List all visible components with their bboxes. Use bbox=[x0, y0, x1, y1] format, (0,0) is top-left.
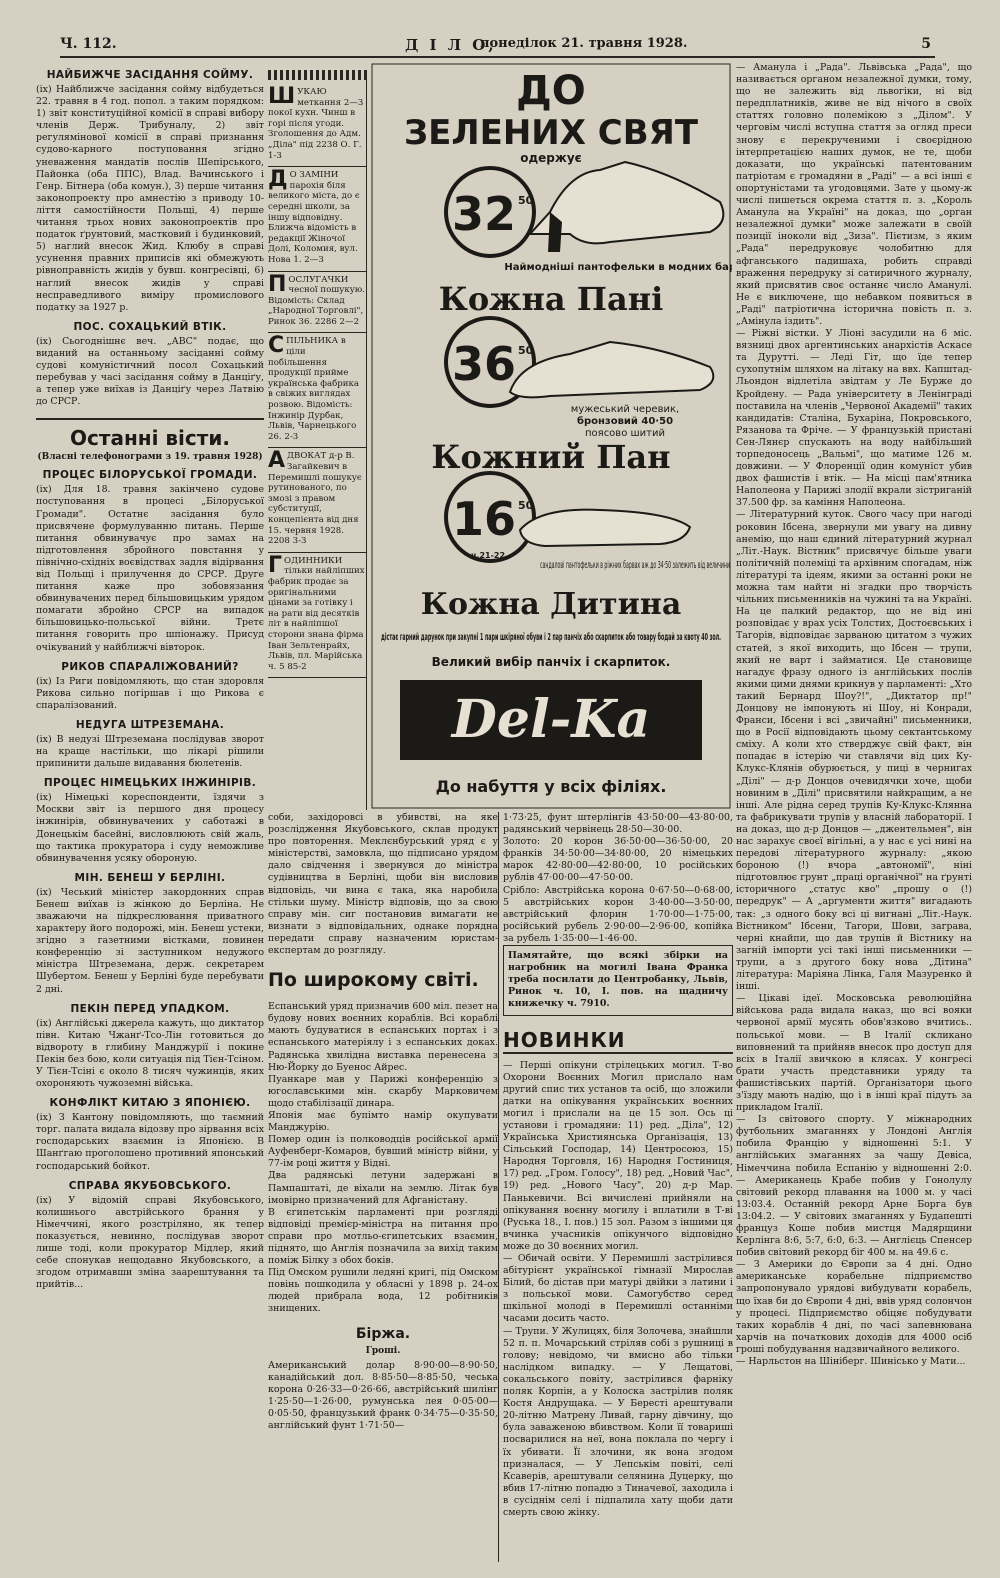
paragraph: (іх) Найближче засідання сойму відбудеться 22. травня в 4 год. попол. з таким порядком: 1) звіт конституційної комісії в справі вибору членів Держ. Трибуналу, 2) звіт регулямінової комісії в справі признання судово-карного поступовання згідно уневаження мандатів послів Шепірського, Пайонка (оба ППС), Влад. Вачинського і Генр. Бітнера (оба комун.), 3) перше читання законопроекту про амнестію з приводу 10-ліття самостійности Польщі, 4) перше читання трьох нових законопроектів про податок ґрунтовий, мастковий і будинковий, 5) наглий внесок Жид. Клюбу в справі усунення правних приписів які обмежують рівноправність жидів у бувш. конгресівці, 6) наглий внесок жидів у справі несправедливого виміру промислового податку за 1927 р. bbox=[36, 84, 264, 313]
section-title: Біржа. bbox=[355, 1325, 411, 1342]
paragraph: — Цікаві ідеї. Московська революційна військова рада видала наказ, що всі вояки червоної армії мусять обов'язково вчитись.. польської мови. — В Італії скликано виповнений та прийняв внесок про доступ для всіх в Італії звичкою в клясах. У конгресі брати участь представники уряду та фашистівських партій. Організатори цього з'їзду мають надію, що і в інші краї підуть за прикладом Італії. bbox=[736, 993, 972, 1114]
page-number: 5 bbox=[921, 36, 931, 52]
headline: СПРАВА ЯКУБОВСЬКОГО. bbox=[68, 1179, 232, 1192]
classified-text: АДВОКАТ д-р В. Загайкевич в Перемишлі пошукує рутинованого, по змозі з правом субституції, концепієнта від дня 15. червня 1928. 2208 3-3 bbox=[268, 448, 362, 547]
paragraph: Помер один із полководців російської армії Ауфенберг-Комаров, бувший міністр війни, у 77-ім році життя у Відні. bbox=[268, 1134, 498, 1170]
price-1-cents: 50 bbox=[518, 194, 534, 207]
paragraph: — Аманула і „Рада". Львівська „Рада", що називається органом незалежної думки, тому, що не залежить від львогіки, ні від передплатників, живе не від нічого в своїх статтях головно полемікою з „Ділом". У черговім числі вступна стаття за огляд преси знову є перекрученими і своєрідною інтерпретацією наших думок, не те, щоби доказати, що українські патентованим патріотам є громадяни в „Раді" — а всі інші є опортуністами та угодовцями. Зате у цьому-ж числі пишеться окрема стаття п. з. „Король Аманула на Україні" на доказ, що „орган незалежної думки" може залежати в своїй позиції іноколи від „Зиза". Пієтизм, з яким „Рада" передруковує чолобитню для афганського падишаха, робить справді враження передруку зі сатиричного журналу, який присвятив своє останнє число Аманулі. Не є виключене, що небавком появиться в „Раді" патріотична історична повість п. з. „Амінула іздить". bbox=[736, 62, 972, 327]
section-title: НОВИНКИ bbox=[503, 1028, 733, 1054]
headline: НЕДУГА ШТРЕЗЕМАНА. bbox=[75, 718, 225, 731]
ad-desc-2c: поясово шитий bbox=[585, 428, 665, 439]
paragraph: соби, західоровсі в убивстві, на яке розслідження Якубовського, склав продукт про повторення. Меклєнбурський уряд є у міністерстві, замовкла, що підписано урядом дало свідчення і звернувся до міністра судівництва в Берліні, щоби він висловив відповідь, чи вина є така, яка наробила стільки шуму. Міністр відповів, що за свою справу мін. сиг постановив вимагати не визнати з відповідальних, однаке порядна передати справу назначеним юристам-експертам до розгляду. bbox=[268, 812, 498, 957]
brand-logo: Del-Ka bbox=[451, 689, 651, 750]
subtitle: Гроші. bbox=[365, 1345, 401, 1356]
price-3: 16 bbox=[451, 492, 517, 546]
issue-date: понеділок 21. травня 1928. bbox=[480, 36, 688, 51]
issue-number: Ч. 112. bbox=[60, 36, 117, 52]
classified-ad bbox=[268, 167, 366, 271]
column-4 bbox=[503, 812, 733, 1562]
section-title: По широкому світі. bbox=[268, 969, 479, 992]
ad-receives: одержує bbox=[520, 151, 582, 165]
ad-headline-2: ЗЕЛЕНИХ СВЯТ bbox=[403, 113, 699, 153]
classified-text: ДО ЗАМІНИ парохія біля великого міста, до є середні школи, за іншу відповідну. Ближча відомість в редакції Жіночої Долі, Коломия, вул. Нова 1. 2—3 bbox=[268, 167, 360, 265]
paragraph: (іх) Із Риги повідомляють, що стан здоровля Рикова сильно погіршав і що Рикова є спаралізований. bbox=[36, 675, 264, 711]
masthead bbox=[60, 34, 935, 58]
paragraph: — Обичай освіти. У Перемишлі застрілився абітурієнт української гімназії Мирослав Білий, бо дістав при матурі двійки з латини і з польської мови. Самогубство серед шкільної молоді в Перемишлі останніми часами досить часто. bbox=[503, 1253, 733, 1325]
paragraph: Японія має бупімто намір окупувати Манджурію. bbox=[268, 1109, 498, 1134]
column-5 bbox=[736, 62, 972, 1562]
column-3 bbox=[268, 812, 499, 1562]
column-1 bbox=[36, 62, 264, 1562]
ad-line-1: Кожна Пані bbox=[438, 280, 664, 318]
ad-choice: Великий вибір панчіх і скарпиток. bbox=[431, 655, 671, 669]
price-2: 36 bbox=[451, 337, 517, 391]
paragraph: (іх) З Кантону повідомляють, що таємний торг. палата видала відозву про зірвання всіх господарських взаємин із Японією. В Шанґгаю проголошено противний японський господарський бойкот. bbox=[36, 1112, 264, 1172]
classified-text: ШУКАЮ меткання 2—3 покої кухн. Чинш в горі після угоди. Зголошення до Адм. „Діла" під 2238 О. Г. 1-3 bbox=[268, 84, 364, 161]
headline: ПОС. СОХАЦЬКИЙ ВТІК. bbox=[73, 320, 227, 333]
section-title: Останні вісти. bbox=[36, 418, 264, 450]
classified-text: ПОСЛУГАЧКИ чесної пошукую. Відомість: Склад „Народної Торговлі", Ринок 36. 2286 2—2 bbox=[268, 271, 365, 327]
ad-line-3: Кожна Дитина bbox=[420, 587, 682, 622]
classified-ad bbox=[268, 553, 366, 679]
ad-desc-2b: бронзовий 40·50 bbox=[576, 416, 674, 427]
headline: НАЙБИЖЧЕ ЗАСІДАННЯ СОЙМУ. bbox=[46, 69, 254, 81]
ornament-divider bbox=[268, 70, 366, 80]
paragraph: Еспанський уряд призначив 600 міл. пезет на будову нових воєнних кораблів. Всі кораблі мають будуватися в еспанських портах і з еспанського матеріялу і з еспанських доках. Радянська хвилідна виставка перенесена з Ню-Йорку до Буенос Айрес. bbox=[268, 1001, 498, 1073]
ad-desc-3: сандалові пантофельки в ріжних барвах аж до 34·50 залежить від величини bbox=[540, 560, 730, 571]
paragraph: Срібло: Австрійська корона 0·67·50—0·68·00, 5 австрійських корон 3·40·00—3·50·00, австрійський флорин 1·70·00—1·75·00, російський рубель 2·90·00—2·96·00, копійка за рубель 1·35·00—1·46·00. bbox=[503, 884, 733, 944]
paragraph: (іх) Для 18. травня закінчено судове поступовання в процесі „Білоруської Громади". Остатнє засідання було присвячене формулуванню питань. Перше питання обвинувачує про замах на підготовлення збройного повстання у північно-східніх воєвідствах задля відірвання від Польщі і прилучення до СРСР. Друге питання каже про зобовязання обвинувачених перед більшовицьким урядом помагати збройно СРСР на випадок більшовицько-польської війни. Третє питання говорить про шпіонажу. Присуд очікуваний у найближчі вівторок. bbox=[36, 484, 264, 653]
paragraph: (іх) Сьогоднішнє веч. „АВС" подає, що виданий на останньому засіданні сойму судові комуністичний посол Сохацький перебував у часі засідання сойму в Данціґу, а тепер уже виїхав із Данціґу через Латвію до СРСР. bbox=[36, 335, 264, 408]
headline: ПЕКІН ПЕРЕД УПАДКОМ. bbox=[70, 1002, 230, 1015]
paragraph: (іх) Німецькі кореспонденти, їздячи з Москви звіт із першого дня процесу інжинірів, обвинувачених у саботажі в Донецькім басейні, висловлюють свій жаль, що тактика прокуратора і суду неможливе обвинувачення усяку обороную. bbox=[36, 792, 264, 864]
price-3-size: ч.21-22 bbox=[470, 551, 506, 560]
mens-shoe-icon bbox=[510, 342, 713, 397]
classified-ad bbox=[268, 84, 366, 167]
price-2-cents: 50 bbox=[518, 344, 534, 357]
paragraph: Два радянські летуни задержані в Пампаштаті, де віхали на землю. Літак був імовірно призначений для Афганістану. bbox=[268, 1170, 498, 1206]
paragraph: (іх) Чеський міністер закордонних справ Бенеш виїхав із жінкою до Берліна. Не зважаючи на підкреслювання приватного характеру його подорожі, мін. Бенеш устеки, згідно з газетними вістками, повинен конференцію зі заступником недужого міністра Штреземана, держ. секретарем Шубертом. Бенеш у Берліні буде перебувати 2 дні. bbox=[36, 886, 264, 995]
shoe-ad-art bbox=[370, 62, 732, 810]
paragraph: — Перші опікуни стрілецьких могил. Т-во Охорони Воєнних Могил прислало нам другий спис тих установ та осіб, що зложили датки на опікування українських воєнних могил і прислали на це 15 зол. Ось ці установи і громадяни: 11) ред. „Діла", 12) Українська Християнська Організація, 13) Сільський Господар, 14) Центросоюз, 15) Народня Торговля, 16) Народня Гостиниця, 17) ред. „Гром. Голосу", 18) ред. „Новий Час", 19) ред. „Нового Часу", 20) д-р Мар. Панькевичи. Всі вичислені прийняли на опікування воєнну могилу і вплатили в Т-ві (Руська 18., І. пов.) 15 зол. Разом з іншими ця вчинка учасників опікунчого відповідно може до 30 воєнних могил. bbox=[503, 1059, 733, 1252]
paragraph: (іх) Англійські джерела кажуть, що диктатор півн. Китаю Чжанґ-Тсо-Лін готовиться до відвороту в глибину Манджурії і покине Пекін без бою, коли ситуація під Тієн-Тсіном. У Тієн-Тсіні є около 8 тисяч чужинців, яких охороняють чужоземні війська. bbox=[36, 1017, 264, 1090]
paragraph: (іх) В недузі Штреземана послідував зворот на краще настільки, що лікарі рішили припинити дальше видавання бюлетенів. bbox=[36, 733, 264, 770]
notice-box: Памятайте, що всякі збірки на нагробник на могилі Івана Франка треба посилати до Центробанку, Львів, Ринок ч. 10, І. пов. на щадничу книжечку ч. 7910. bbox=[503, 945, 733, 1015]
classified-text: ГОДИННИКИ тільки найліпших фабрик продає за оригінальними цінами за готівку і на рати від десятків літ в найліпшої сторони знана фірма Іван Зельтенрайх, Львів, пл. Марійська ч. 5 85-2 bbox=[268, 552, 365, 672]
classified-ad bbox=[268, 272, 366, 334]
classified-ad bbox=[268, 333, 366, 448]
headline: РИКОВ СПАРАЛІЖОВАНИЙ? bbox=[61, 660, 239, 673]
headline: ПРОЦЕС НІМЕЦЬКИХ ІНЖИНІРІВ. bbox=[43, 777, 257, 790]
classified-ad bbox=[268, 448, 366, 552]
price-3-cents: 50 bbox=[518, 499, 534, 512]
paragraph: — Ріжні вістки. У Ліоні засудили на 6 міс. вязниці двох аргентинських анархістів Аскасе та Дурутті. — Леді Гіт, що їде тепер сухопутнім шляхом на літаку на ввх. Капштад-Льондон відлетіла звідтам у Ле Бурже до Кройдену. — Рада університету в Ленінграді поставила на членів „Червоної Академії" таких кандидатів: Сталіна, Бухаріна, Покровського, Рязанова та Фріче. — У французькій пристані Сен-Лянєр спускають на воду найбільший торпедоносець „Вальмі", що матиме 126 м. довжини. — У Флоренції один комуніст убив двох фашистів і втік. — На місці пам'ятника Наполеона у Парижі злодії вкрали зістриганій 37.500 фр. за каміння Наполеона. bbox=[736, 328, 972, 509]
price-1: 32 bbox=[451, 187, 517, 241]
ad-desc-2a: мужеський черевик, bbox=[570, 404, 680, 415]
headline: КОНФЛІКТ КИТАЮ З ЯПОНІЄЮ. bbox=[49, 1097, 251, 1110]
paragraph: Під Омском рушили ледяні кригі, під Омском повінь пошкодила у обласні у 1898 р. 24-ох людей прибрала вода, 12 робітників знищених. bbox=[268, 1267, 498, 1315]
classified-text: СПІЛЬНИКА в ціли побільшення продукції прийме українська фабрика в свіжих виглядах розвою. Відомість: Інжинір Дурбак, Львів, Чарнецького 26. 2-3 bbox=[268, 333, 359, 442]
ad-gift: дістає гарний дарунок при закупні 1 пари шкіряної обуви і 2 пар панчіх або скарпиток або товару бодай за квоту 40 зол. bbox=[381, 632, 721, 643]
paragraph: В єгипетськім парламенті при розгляді відповіді премієр-міністра на питання про справи про мотльо-єгипетських взаємин, піднято, що Англія позначила за вихід таким поміж Білку з обох боків. bbox=[268, 1206, 498, 1267]
paragraph: — З Америки до Європи за 4 дні. Одно американське корабельне підприємство запропонувало урядові вибудувати корабель, що їхав би до Європи 4 дні, ввів уряд солончон у процесі. Підприємство обіцяє побудувати таких кораблів 4 дні, по часі запевнювана харчів на початкових доходів для 4000 осіб гроші побудування надзвичайного великого. bbox=[736, 1259, 972, 1355]
paragraph: 1·73·25, фунт штерлінгів 43·50·00—43·80·00, радянський червінець 28·50—30·00. bbox=[503, 812, 733, 836]
classifieds-column bbox=[268, 70, 367, 810]
paragraph: — Трупи. У Жулицях, біля Золочева, знайшли 52 п. п. Мочарський стріляв собі з рушниці в голову; невідомо, чи вмисно або тільки наслідком випадку. — У Лещатові, сокальського повіту, застрілився фарніку поляк Корпін, а у Колоска застрілив поляк Костя Андрущака. — У Бересті арештували 20-літню Матрену Ливай, гарну дівчину, що була заваженою вбивством. Коли її товариші посварилися на неї, вона поклала по чергу і їх убивати. Її злочини, як вона згодом призналася, — У Лепськім повіті, селі Ксаверів, арештували селянина Дуцерку, що вбив 17-літню попадю з Тиначевої, заходила і в сусіднім селі і підпалила хату щоби дати смерть свою жінку. bbox=[503, 1325, 733, 1518]
paragraph: (іх) У відомій справі Якубовського, колишнього австрійського брання у Німеччині, якого розстріляно, як тепер показується, невинно, послідував зворот лише тоді, коли прокуратор Мідлер, який себе спонукав нещодавно Якубовського, а згодом отримавши зміна заарештування та прийтів... bbox=[36, 1194, 264, 1291]
headline: МІН. БЕНЕШ У БЕРЛІНІ. bbox=[74, 871, 226, 884]
shoe-advertisement bbox=[370, 62, 732, 810]
sandal-icon bbox=[520, 510, 690, 546]
paragraph: — Літературний куток. Свого часу при нагоді роковин Ібсена, звернули ми увагу на дивну анемію, що наш єдиний літературний журнал „Літ.-Наук. Вістник" присвячує більше уваги політичній полеміці та архівним спогадам, ніж літературі та ідеям, якими за останні роки не можна там найти ні згадки про творчість чільних письменників на чужині та на Україні. На це палкий редактор, що не від ині розповідає у врах усіх Толстих, Достоєвських і Тагорів, відповідає зарваною цитатом з чужих статей, з якої виходить, що Ібсен — трупи, який не варт і займатися. Це становище нагадує фразу одного із англійських послів якими цими днями крикнув у парламенті: „Хто такий Бернард Шоу?!", „Диктатор пр!" Донцову не імпонують ні Шоу, ні Конради, Франси, Ібсени і всі „звичайні" письменники, що в Росії відповідають цьому сектантському сміху. А коли хто стверджує свій факт, він попадає в істерію чи ставлячи від цих Ку-Клукс-Клянів обурюється, у пиці в чернигах „Ділі" — д-р Донцов очевидячки хоче, щоби новиним в „Ділі" присвятили найкращим, а не інші. Але рідна серед трупів Ку-Клукс-Клянна та фабрикувати трупів у власній лабораторії. І на доказ, що д-р Донцов — „джентельмен", він нас зарахує своєї вігільні, а у нас є усі нині на передові літературного журналу: „якою бороною (!) вчора „автономії", ніні підготовлює грунт „праці органічної" на ґрунті історичного „статус кво" „прошу о (!) передрук" — А „аргументи життя" вигадають так: „з одного боку всі ці вигнані „Літ.-Наук. Вістником" Ібсени, Тагори, Шови, заграва, черні кнайпи, що дав трупів й Вістнику на загній імпорти усі такі інші письменники — трупи, а з другого боку нова „Дітина" література: Маріяна Лінка, Галя Мазуренко й інші. bbox=[736, 509, 972, 993]
paper-name: Д І Л О, bbox=[405, 36, 497, 54]
ad-headline-1: ДО bbox=[516, 68, 586, 114]
paragraph: Пуанкаре мав у Парижі конференцію з югославськими мін. скарбу Марковичем щодо стабілізації динара. bbox=[268, 1073, 498, 1109]
ad-desc-1: Наймодніші пантофельки в модних барвах bbox=[504, 262, 732, 273]
ad-line-2: Кожний Пан bbox=[431, 438, 671, 476]
paragraph: Американський долар 8·90·00—8·90·50, канадійський дол. 8·85·50—8·85·50, чеська корона 0·26·33—0·26·66, австрійський шилінг 1·25·50—1·26·00, румунська лея 0·05·00—0·05·50, французький франк 0·34·75—0·35·50, англійський фунт 1·71·50— bbox=[268, 1359, 498, 1432]
paragraph: — Із світового спорту. У міжнародних футбольних змаганнях у Лондоні Англія побила Францію у відношенні 5:1. У англійських змаганнях за чашу Девіса, Німеччина побила Еспанію у відношенні 2:0. — Американець Крабе побив у Гонолулу світовий рекорд плавання на 1000 м. у часі 13:03.4. Останній рекорд Арне Борга був 13:04.2. — У світових змаганнях у Будапешті француз Коше побив мистця Мадярщини Керлінга 8:6, 5:7, 6:0, 6:3. — Англієць Спенсер побив світовий рекорд біг 400 м. на 49.6 с. bbox=[736, 1114, 972, 1259]
ad-available: До набуття у всіх філіях. bbox=[435, 777, 667, 796]
paragraph: — Нарльстон на Шініберг. Шинісько у Мати... bbox=[736, 1356, 966, 1368]
paragraph: Золото: 20 корон 36·50·00—36·50·00, 20 франків 34·50·00—34·80·00, 20 німецьких марок 42·80·00—42·80·00, 10 російських рублів 47·00·00—47·50·00. bbox=[503, 836, 733, 884]
subtitle: (Власні телефонограми з 19. травня 1928) bbox=[37, 452, 263, 463]
headline: ПРОЦЕС БІЛОРУСЬКОЇ ГРОМАДИ. bbox=[42, 469, 258, 482]
